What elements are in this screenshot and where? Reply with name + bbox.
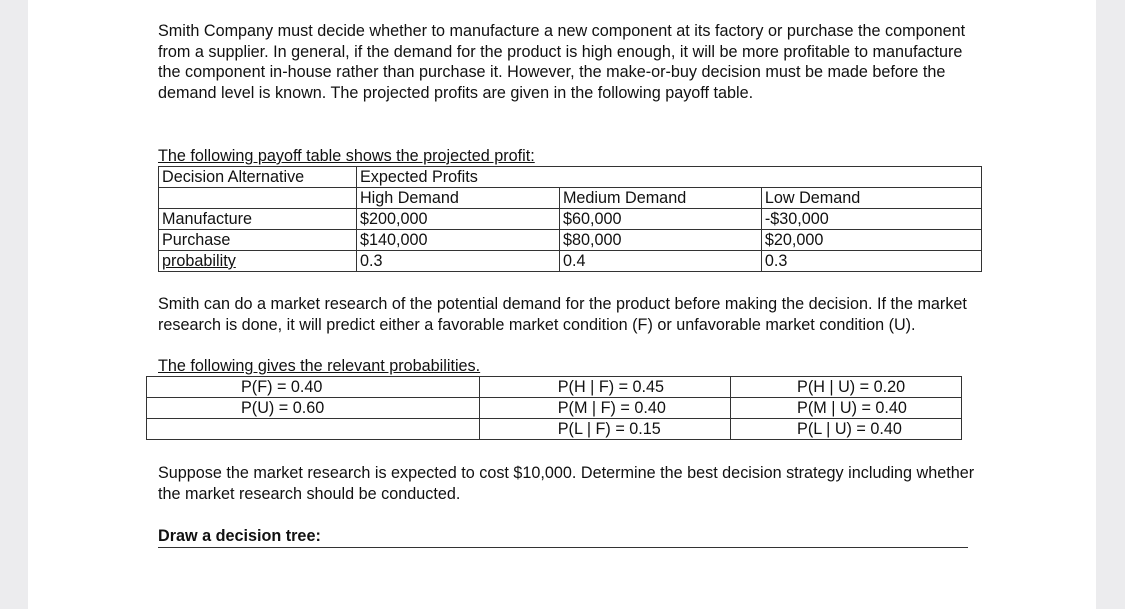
table-cell: P(M | U) = 0.40 bbox=[731, 398, 962, 419]
table-row bbox=[147, 398, 962, 419]
column-header: Low Demand bbox=[761, 188, 981, 209]
table-cell: $60,000 bbox=[559, 209, 761, 230]
table-cell: $80,000 bbox=[559, 230, 761, 251]
expected-profits-header: Expected Profits bbox=[356, 167, 981, 188]
table-row bbox=[147, 377, 962, 398]
document-page bbox=[28, 0, 1096, 609]
table-cell: P(H | U) = 0.20 bbox=[731, 377, 962, 398]
payoff-table bbox=[158, 166, 982, 272]
table-cell bbox=[147, 419, 480, 440]
table-cell: P(M | F) = 0.40 bbox=[479, 398, 730, 419]
table-cell: $140,000 bbox=[356, 230, 559, 251]
draw-decision-tree-label: Draw a decision tree: bbox=[158, 526, 968, 548]
probabilities-table bbox=[146, 376, 962, 440]
table-cell: -$30,000 bbox=[761, 209, 981, 230]
intro-paragraph: Smith Company must decide whether to manufacture a new component at its factory or purchase the component from a supplier. In general, if the demand for the product is high enough, it will be more profitable to manufacture the component in-house rather than purchase it. However, the make-or-buy decision must be made before the demand level is known. The projected profits are given in the following payoff table. bbox=[158, 22, 966, 102]
table-cell: 0.4 bbox=[559, 251, 761, 272]
payoff-empty-cell bbox=[159, 188, 357, 209]
table-cell: P(U) = 0.60 bbox=[147, 398, 480, 419]
table-cell: P(H | F) = 0.45 bbox=[479, 377, 730, 398]
table-cell: 0.3 bbox=[761, 251, 981, 272]
table-cell: 0.3 bbox=[356, 251, 559, 272]
table-row bbox=[159, 230, 982, 251]
payoff-columns-row bbox=[159, 188, 982, 209]
table-row bbox=[159, 209, 982, 230]
table-row bbox=[159, 251, 982, 272]
table-cell: P(L | F) = 0.15 bbox=[479, 419, 730, 440]
decision-alternative-header: Decision Alternative bbox=[159, 167, 357, 188]
table-row bbox=[147, 419, 962, 440]
table-cell: P(L | U) = 0.40 bbox=[731, 419, 962, 440]
table-cell: $20,000 bbox=[761, 230, 981, 251]
table-cell: $200,000 bbox=[356, 209, 559, 230]
payoff-table-caption: The following payoff table shows the projected profit: bbox=[158, 147, 535, 165]
row-label: Purchase bbox=[159, 230, 357, 251]
market-research-paragraph: Smith can do a market research of the potential demand for the product before making the decision. If the market research is done, it will predict either a favorable market condition (F) or unfavorable market condition (U). bbox=[158, 295, 967, 334]
payoff-header-row bbox=[159, 167, 982, 188]
column-header: Medium Demand bbox=[559, 188, 761, 209]
table-cell: P(F) = 0.40 bbox=[147, 377, 480, 398]
probabilities-caption bbox=[158, 356, 480, 376]
row-label: Manufacture bbox=[159, 209, 357, 230]
question-paragraph: Suppose the market research is expected to cost $10,000. Determine the best decision strategy including whether the market research should be conducted. bbox=[158, 464, 975, 503]
row-label: probability bbox=[159, 251, 357, 272]
probabilities-caption-text: The following gives the relevant probabilities. bbox=[158, 357, 481, 375]
column-header: High Demand bbox=[356, 188, 559, 209]
